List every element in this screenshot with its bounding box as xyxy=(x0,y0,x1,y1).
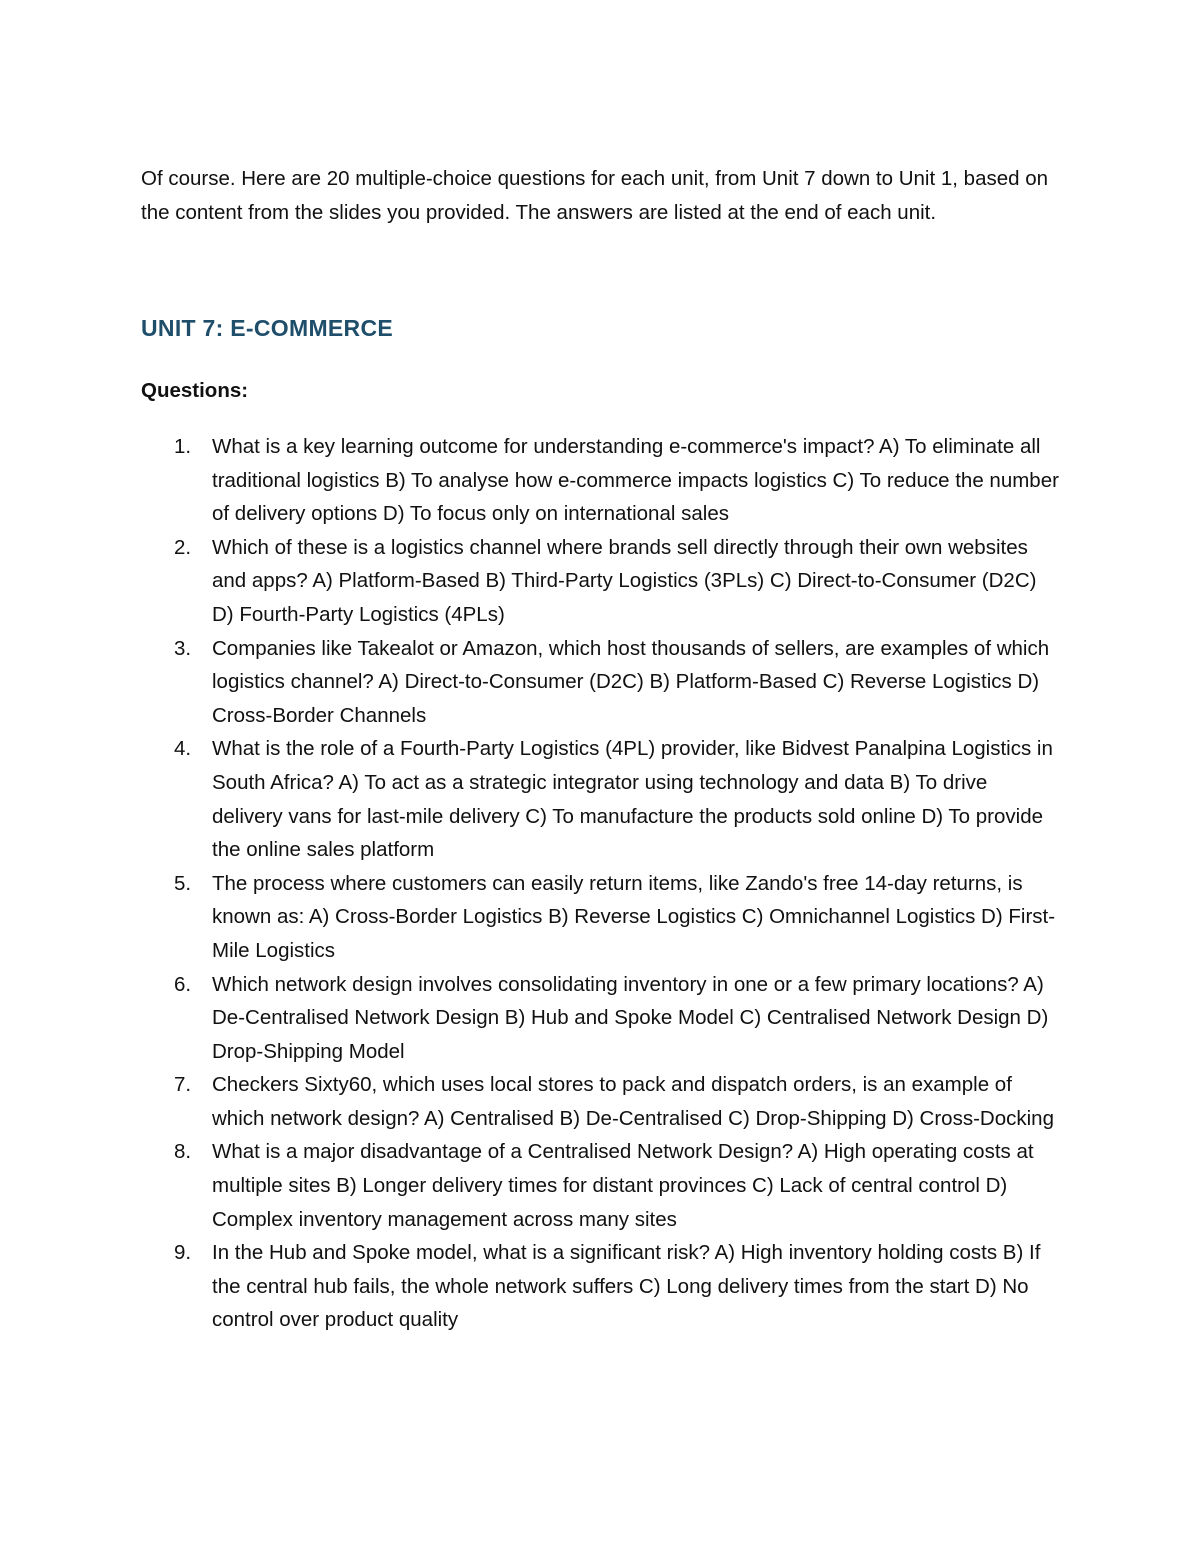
question-number: 8. xyxy=(174,1140,192,1164)
questions-list xyxy=(141,430,1061,1337)
question-number: 2. xyxy=(174,535,192,559)
question-text: In the Hub and Spoke model, what is a significant risk? A) High inventory holding costs B) If the central hub fails, the whole network suffers C) Long delivery times from the start D) No control over product quality xyxy=(212,1241,1041,1332)
document-page xyxy=(141,162,1061,1337)
question-number: 4. xyxy=(174,737,192,761)
question-item xyxy=(141,867,1061,968)
question-number: 7. xyxy=(174,1073,192,1097)
question-item xyxy=(141,430,1061,531)
question-number: 6. xyxy=(174,972,192,996)
question-text: What is a major disadvantage of a Centralised Network Design? A) High operating costs at multiple sites B) Longer delivery times for distant provinces C) Lack of central control D) Complex inventory management across many sites xyxy=(212,1140,1034,1231)
question-text: What is a key learning outcome for understanding e-commerce's impact? A) To eliminate all traditional logistics B) To analyse how e-commerce impacts logistics C) To reduce the number of delivery options D) To focus only on international sales xyxy=(212,435,1059,526)
question-number: 1. xyxy=(174,435,192,458)
question-number: 3. xyxy=(174,636,192,660)
question-item xyxy=(141,531,1061,632)
question-text: Companies like Takealot or Amazon, which host thousands of sellers, are examples of which logistics channel? A) Direct-to-Consumer (D2C) B) Platform-Based C) Reverse Logistics D) Cross-Border Channels xyxy=(212,636,1050,727)
question-item xyxy=(141,632,1061,733)
question-item xyxy=(141,1135,1061,1236)
intro-paragraph: Of course. Here are 20 multiple-choice questions for each unit, from Unit 7 down to Unit 1, based on the content from the slides you provided. The answers are listed at the end of each unit. xyxy=(141,167,1049,224)
unit-heading: UNIT 7: E-COMMERCE xyxy=(141,315,394,341)
question-text: What is the role of a Fourth-Party Logistics (4PL) provider, like Bidvest Panalpina Logistics in South Africa? A) To act as a strategic integrator using technology and data B) To drive delivery vans for last-mile delivery C) To manufacture the products sold online D) To provide the online sales platform xyxy=(212,737,1053,862)
questions-label: Questions: xyxy=(141,379,249,402)
question-number: 9. xyxy=(174,1241,192,1265)
question-item xyxy=(141,968,1061,1069)
question-item xyxy=(141,732,1061,866)
question-text: The process where customers can easily return items, like Zando's free 14-day returns, is known as: A) Cross-Border Logistics B) Reverse Logistics C) Omnichannel Logistics D) First-Mile Logistics xyxy=(212,871,1056,962)
question-number: 5. xyxy=(174,871,192,895)
question-item xyxy=(141,1068,1061,1135)
question-item xyxy=(141,1236,1061,1337)
question-text: Checkers Sixty60, which uses local stores to pack and dispatch orders, is an example of which network design? A) Centralised B) De-Centralised C) Drop-Shipping D) Cross-Docking xyxy=(212,1073,1054,1130)
question-text: Which network design involves consolidating inventory in one or a few primary locations? A) De-Centralised Network Design B) Hub and Spoke Model C) Centralised Network Design D) Drop-Shipping Model xyxy=(212,972,1049,1063)
question-text: Which of these is a logistics channel where brands sell directly through their own websites and apps? A) Platform-Based B) Third-Party Logistics (3PLs) C) Direct-to-Consumer (D2C) D) Fourth-Party Logistics (4PLs) xyxy=(212,535,1037,626)
